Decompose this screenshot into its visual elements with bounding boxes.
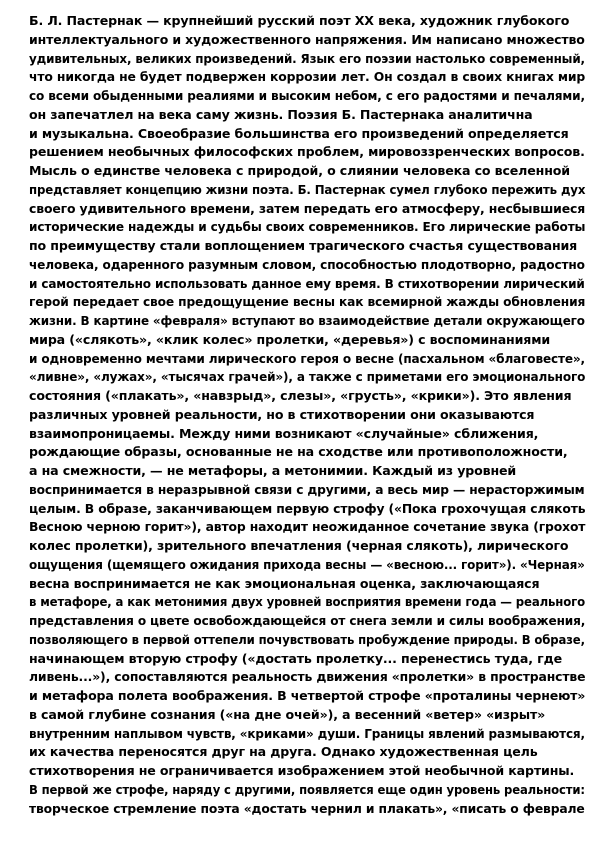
text-line: представления о цвете освобождающейся от снега земли и силы воображения, — [29, 613, 586, 628]
text-line: различных уровней реальности, но в стихотворении они оказываются — [29, 406, 535, 422]
text-line: колес пролетки), зрительного впечатления (черная слякоть), лирического — [29, 538, 569, 553]
text-line: и музыкальна. Своеобразие большинства его произведений определяется — [29, 125, 569, 141]
text-line: Б. Л. Пастернак — крупнейший русский поэт XX века, художник глубокого — [29, 13, 570, 28]
text-line: весна воспринимается не как эмоциональная оценка, заключающаяся — [29, 575, 540, 591]
text-line: Мысль о единстве человека с природой, о слиянии человека со вселенной — [29, 163, 570, 178]
text-line: решением необычных философских проблем, мировоззренческих вопросов. — [29, 144, 585, 160]
text-line: что никогда не будет подвержен коррозии лет. Он создал в своих книгах мир — [29, 69, 586, 85]
text-line: мира («слякоть», «клик колес» пролетки, «деревья») с воспоминаниями — [29, 331, 551, 347]
text-line: а на смежности, — не метафоры, а метонимии. Каждый из уровней — [29, 463, 517, 478]
text-line: воспринимается в неразрывной связи с другими, а весь мир — нерасторжимым — [29, 481, 585, 497]
text-line: и одновременно мечтами лирического героя о весне (пасхальном «благовесте», — [29, 350, 586, 366]
text-line: творческое стремление поэта «достать чернил и плакать», «писать о феврале — [29, 800, 585, 816]
text-line: удивительных, великих произведений. Язык его поэзии настолько современный, — [29, 50, 585, 66]
text-line: в самой глубине сознания («на дне очей»), а весенний «ветер» «изрыт» — [29, 706, 546, 722]
text-line: исторические надежды и судьбы своих современников. Его лирические работы — [29, 219, 586, 235]
text-line: Весною черною горит»), автор находит неожиданное сочетание звука (грохот — [29, 519, 586, 535]
text-line: внутренним наплывом чувств, «криками» души. Границы явлений размываются, — [29, 725, 585, 741]
text-line: позволяющего в первой оттепели почувствовать пробуждение природы. В образе, — [29, 631, 585, 647]
text-line: взаимопроницаемы. Между ними возникают «случайные» сближения, — [29, 425, 539, 441]
text-line: в метафоре, а как метонимия двух уровней восприятия времени года — реального — [29, 594, 586, 610]
text-line: ощущения (щемящего ожидания прихода весны — «весною... горит»). «Черная» — [29, 556, 585, 572]
text-line: он запечатлел на века саму жизнь. Поэзия Б. Пастернака аналитична — [29, 106, 533, 122]
text-line: жизни. В картине «февраля» вступают во взаимодействие детали окружающего — [29, 313, 585, 328]
text-line: по преимуществу стали воплощением трагического счастья существования — [29, 238, 578, 253]
text-line: состояния («плакать», «навзрыд», слезы», «грусть», «крики»). Это явления — [29, 388, 572, 403]
text-line: и самостоятельно использовать данное ему время. В стихотворении лирический — [29, 275, 585, 291]
text-line: ливень...»), сопоставляются реальность движения «пролетки» в пространстве — [29, 669, 586, 685]
text-line: представляет концепцию жизни поэта. Б. Пастернак сумел глубоко пережить дух — [29, 181, 586, 197]
text-line: и метафора полета воображения. В четвертой строфе «проталины чернеют» — [29, 688, 586, 703]
text-line: своего удивительного времени, затем передать его атмосферу, несбывшиеся — [29, 200, 586, 216]
text-line: целым. В образе, заканчивающем первую строфу («Пока грохочущая слякоть — [29, 500, 586, 516]
text-line: интеллектуального и художественного напряжения. Им написано множество — [29, 31, 585, 47]
text-line: начинающем вторую строфу («достать пролетку... перенестись туда, где — [29, 650, 562, 666]
text-line: рождающие образы, основанные не на сходстве или противоположности, — [29, 444, 568, 460]
text-line: человека, одаренного разумным словом, способностью плодотворно, радостно — [29, 256, 585, 272]
text-line: «ливне», «лужах», «тысячах грачей»), а также с приметами его эмоционального — [29, 369, 586, 385]
body-text — [29, 12, 586, 818]
text-line: стихотворения не ограничивается изображением этой необычной картины. — [29, 763, 575, 778]
text-line: со всеми обыденными реалиями и высоким небом, с его радостями и печалями, — [29, 88, 585, 103]
text-line: герой передает свое предощущение весны как всемирной жажды обновления — [29, 294, 586, 310]
text-line: их качества переносятся друг на друга. Однако художественная цель — [29, 744, 538, 760]
text-line: В первой же строфе, наряду с другими, появляется еще один уровень реальности: — [29, 781, 585, 797]
